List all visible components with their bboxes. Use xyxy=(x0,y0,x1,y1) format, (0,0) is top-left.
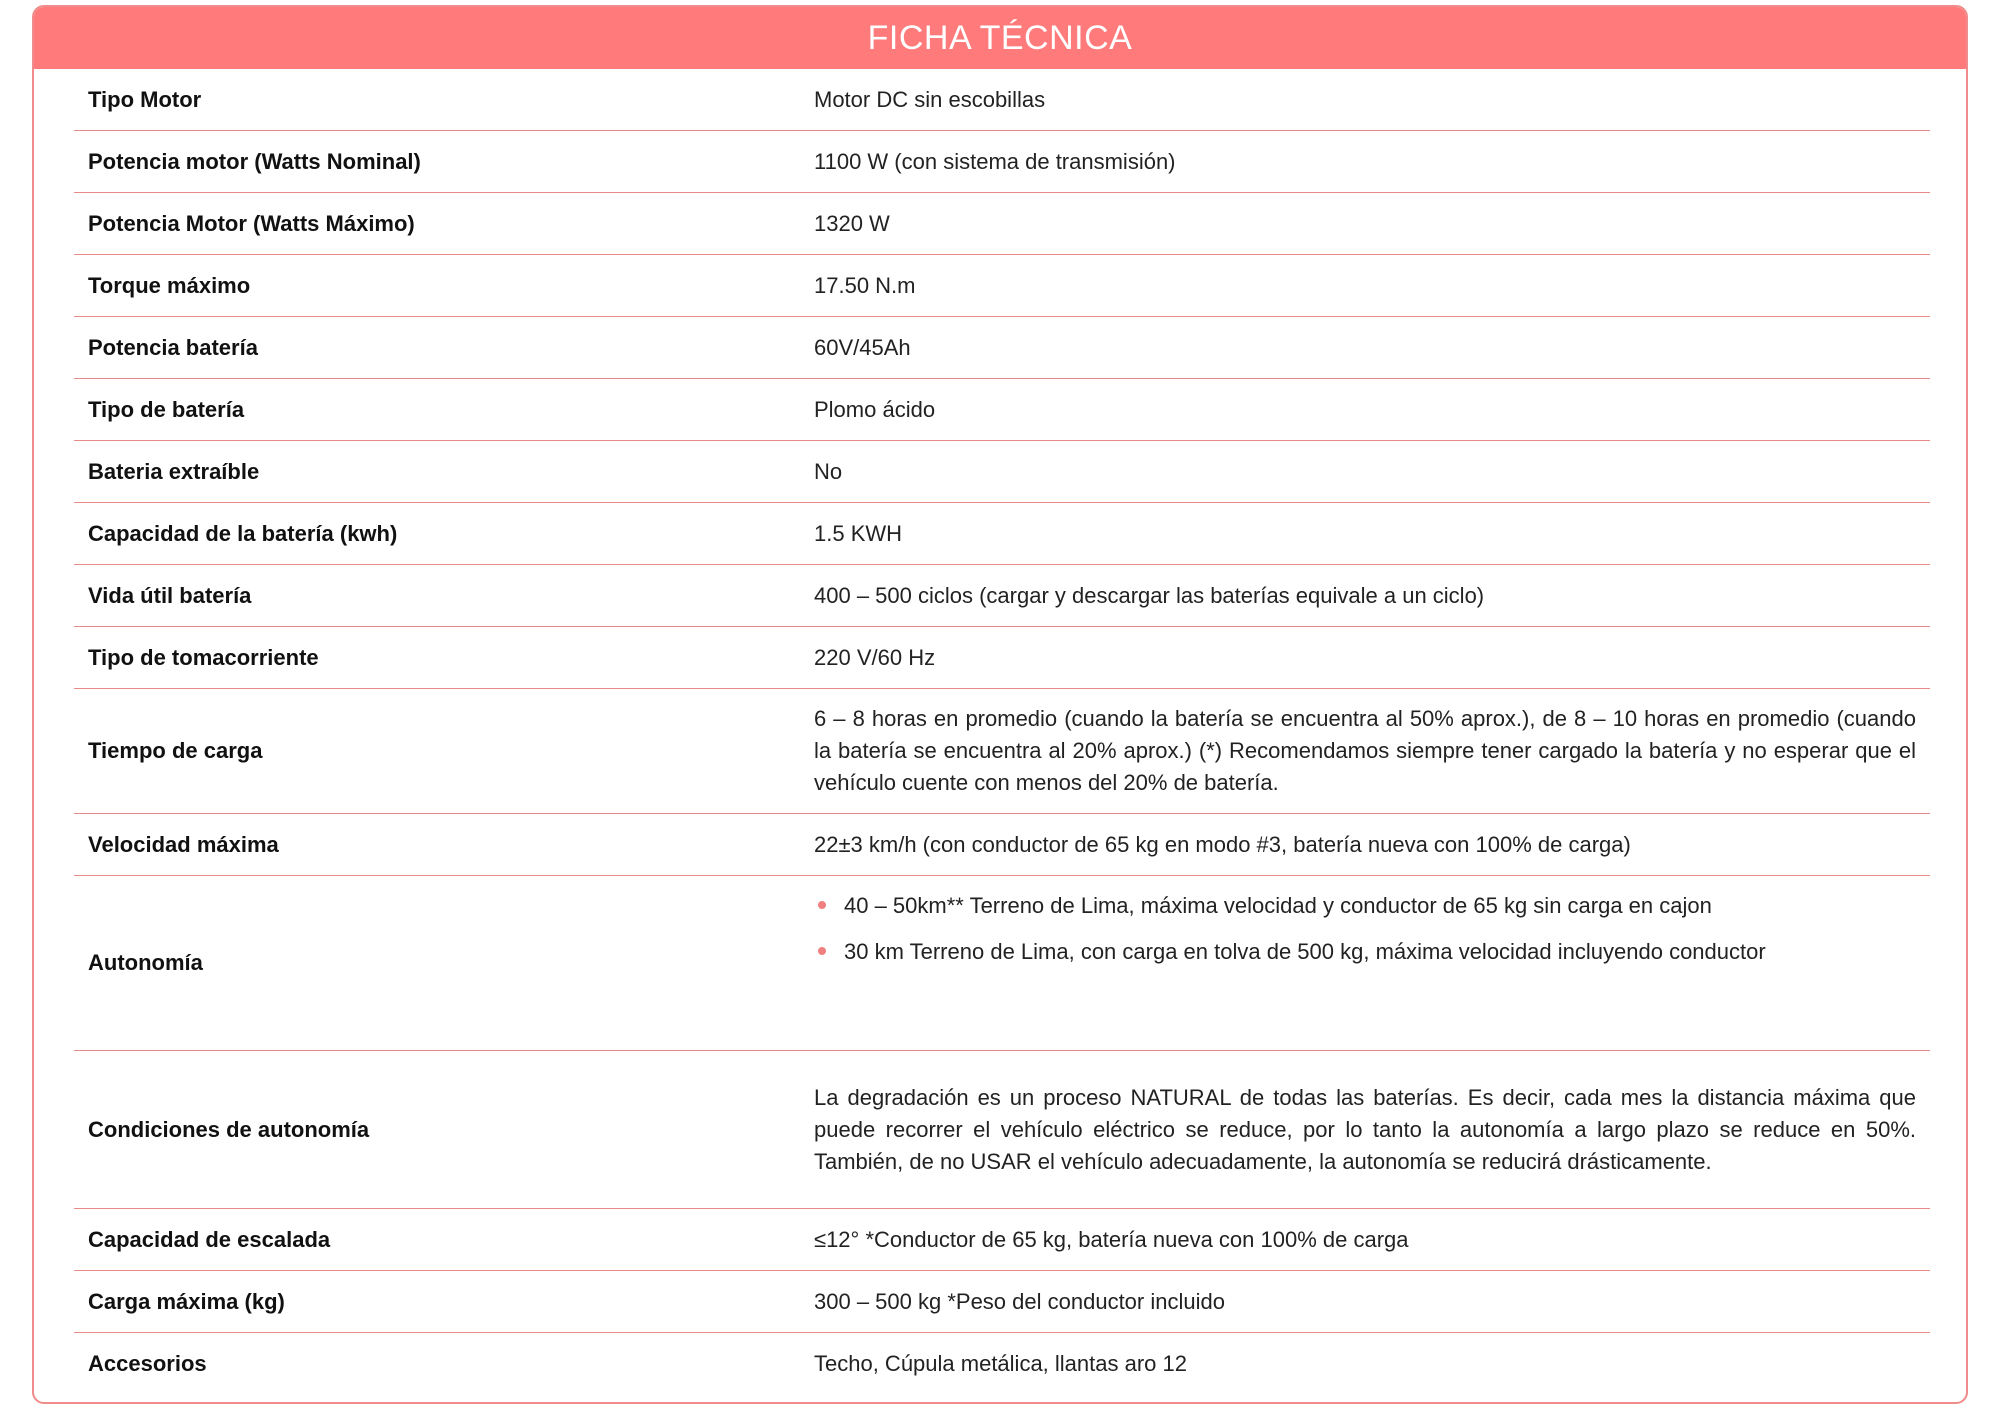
spec-row-tomacorriente xyxy=(74,627,1930,689)
bullet-icon xyxy=(818,947,826,955)
spec-value: La degradación es un proceso NATURAL de todas las baterías. Es decir, cada mes la distancia máxima que puede recorrer el vehículo eléctrico se reduce, por lo tanto la autonomía a largo plazo se reduce en 50%. También, de no USAR el vehículo adecuadamente, la autonomía se reducirá drásticamente. xyxy=(814,1084,1916,1174)
spec-row-condiciones-autonomia xyxy=(74,1051,1930,1209)
spec-row-tipo-motor xyxy=(74,69,1930,131)
spec-row-potencia-maxima xyxy=(74,193,1930,255)
spec-label: Tipo Motor xyxy=(88,86,202,112)
spec-label: Vida útil batería xyxy=(88,582,252,608)
spec-value: 400 – 500 ciclos (cargar y descargar las baterías equivale a un ciclo) xyxy=(814,582,1485,608)
spec-row-potencia-bateria xyxy=(74,317,1930,379)
bullet-text: 40 – 50km** Terreno de Lima, máxima velocidad y conductor de 65 kg sin carga en cajon xyxy=(844,893,1712,918)
spec-label: Accesorios xyxy=(88,1351,207,1376)
spec-label: Bateria extraíble xyxy=(88,458,260,484)
spec-label: Capacidad de escalada xyxy=(88,1226,331,1252)
spec-row-torque xyxy=(74,255,1930,317)
spec-value: Plomo ácido xyxy=(814,396,936,422)
spec-label: Condiciones de autonomía xyxy=(88,1116,370,1142)
spec-value: 1.5 KWH xyxy=(814,520,903,546)
spec-label: Tipo de batería xyxy=(88,396,245,422)
spec-row-autonomia xyxy=(74,876,1930,1051)
spec-value: 220 V/60 Hz xyxy=(814,644,936,670)
spec-value: Motor DC sin escobillas xyxy=(814,86,1046,112)
spec-row-vida-util xyxy=(74,565,1930,627)
spec-label: Potencia batería xyxy=(88,334,258,360)
spec-value: No xyxy=(814,458,843,484)
list-item xyxy=(814,890,1916,922)
spec-label: Capacidad de la batería (kwh) xyxy=(88,520,398,546)
spec-row-velocidad xyxy=(74,814,1930,876)
spec-row-carga-maxima xyxy=(74,1271,1930,1333)
bullet-icon xyxy=(818,901,826,909)
spec-value xyxy=(814,876,1930,968)
spec-value: 6 – 8 horas en promedio (cuando la batería se encuentra al 50% aprox.), de 8 – 10 horas en promedio (cuando la batería se encuentra al 20% aprox.) (*) Recomendamos siempre tener cargado la batería y no esperar que el vehículo cuente con menos del 20% de batería. xyxy=(814,706,1916,795)
spec-row-escalada xyxy=(74,1209,1930,1271)
spec-row-bateria-extraible xyxy=(74,441,1930,503)
spec-row-potencia-nominal xyxy=(74,131,1930,193)
spec-label: Velocidad máxima xyxy=(88,831,279,857)
spec-value: 17.50 N.m xyxy=(814,272,916,298)
spec-value: Techo, Cúpula metálica, llantas aro 12 xyxy=(814,1351,1187,1376)
spec-value: ≤12° *Conductor de 65 kg, batería nueva con 100% de carga xyxy=(814,1226,1409,1252)
spec-label: Potencia motor (Watts Nominal) xyxy=(88,148,421,174)
card-header xyxy=(34,7,1966,69)
spec-row-tipo-bateria xyxy=(74,379,1930,441)
spec-card xyxy=(32,5,1968,1404)
spec-label: Tiempo de carga xyxy=(88,738,263,763)
spec-value: 300 – 500 kg *Peso del conductor incluido xyxy=(814,1288,1225,1314)
spec-label: Autonomía xyxy=(88,950,203,975)
card-title: FICHA TÉCNICA xyxy=(867,18,1133,57)
spec-label: Tipo de tomacorriente xyxy=(88,644,319,670)
spec-value: 22±3 km/h (con conductor de 65 kg en modo #3, batería nueva con 100% de carga) xyxy=(814,831,1631,857)
list-item xyxy=(814,936,1916,968)
spec-value: 1100 W (con sistema de transmisión) xyxy=(814,148,1176,174)
spec-label: Potencia Motor (Watts Máximo) xyxy=(88,210,415,236)
spec-row-tiempo-carga xyxy=(74,689,1930,814)
spec-label: Torque máximo xyxy=(88,272,251,298)
autonomia-list xyxy=(814,890,1916,968)
spec-value: 1320 W xyxy=(814,210,890,236)
bullet-text: 30 km Terreno de Lima, con carga en tolva de 500 kg, máxima velocidad incluyendo conductor xyxy=(844,939,1766,964)
spec-table xyxy=(74,69,1930,1395)
spec-row-accesorios xyxy=(74,1333,1930,1395)
spec-row-capacidad-bateria xyxy=(74,503,1930,565)
spec-label: Carga máxima (kg) xyxy=(88,1288,285,1314)
spec-value: 60V/45Ah xyxy=(814,334,911,360)
